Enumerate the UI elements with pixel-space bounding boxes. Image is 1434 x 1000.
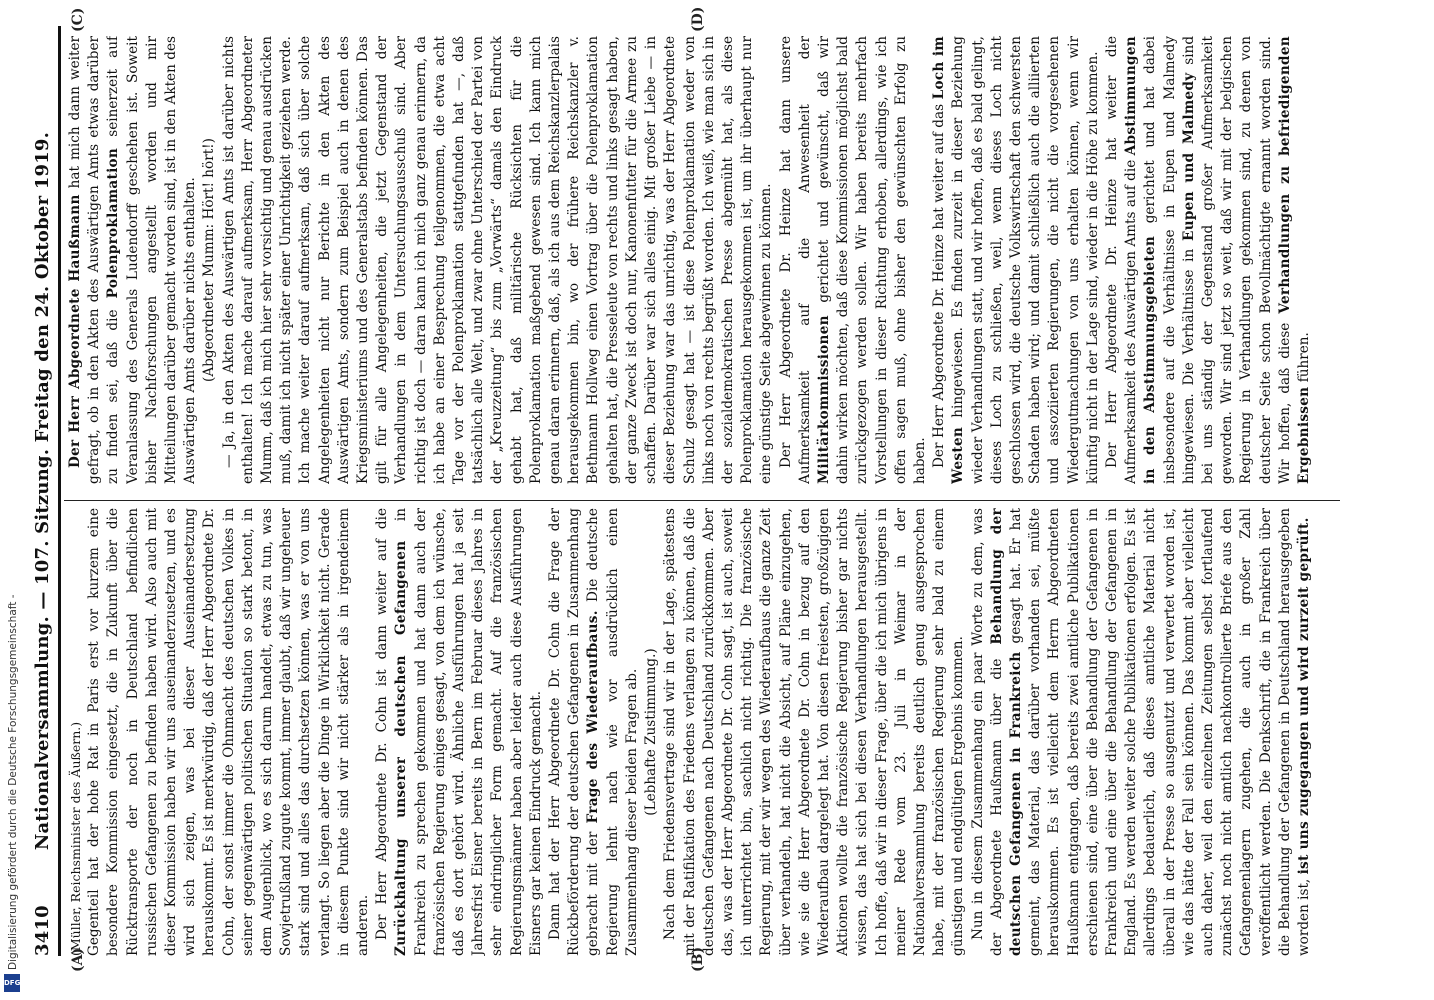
interjection-note: (Abgeordneter Mumm: Hört! hört!) xyxy=(201,138,218,382)
text-run: hingewiesen. Es finden zurzeit in dieser Beziehung wieder Verhandlungen statt, und wir hoffen, daß es bald gelingt, dieses Loch zu schließen, weil, wenn dieses Loch nicht geschlossen wird, die deutsche Volkswirtschaft den schwersten Schaden haben wird; und damit schließlich auch die alliierten und assoziierten Regierungen, die nicht die vorgesehenen Wiedergutmachungen von uns erhalten können, wenn wir künftig nicht in der Lage sind, wieder in die Höhe zu kommen. xyxy=(950,36,1101,484)
text-run: Der Herr Abgeordnete Dr. Heinze hat dann unsere Aufmerksamkeit auf die Anwesenheit der xyxy=(777,36,813,484)
margin-marker-d: (D) xyxy=(690,6,706,32)
paragraph: Nach dem Friedensvertrage sind wir in der Lage, spätestens mit der Ratifikation des Friedens verlangen zu können, daß die deutschen Gefangenen nach Deutschland zurückkommen. Aber das, was der Herr Abgeordnete Dr. Cohn sagt, ist auch, soweit ich unterrichtet bin, sachlich nicht richtig. Die französische Regierung, mit der wir wegen des Wiederaufbaus die ganze Zeit über verhandeln, hat nicht die Absicht, auf Pläne einzugehen, wie sie die Herr Abgeordnete Dr. Cohn in bezug auf den Wiederaufbau dargelegt hat. Von diesen freiesten, großzügigen Aktionen wollte die französische Regierung bisher gar nichts wissen, das hat sich bei diesen Verhandlungen herausgestellt. Ich hoffe, daß wir in dieser Frage, über die ich mich übrigens in meiner Rede vom 23. Juli in Weimar in der Nationalversammlung bereits deutlich genug ausgesprochen habe, mit der französischen Regierung sehr bald zu einem günstigen und endgültigen Ergebnis kommen. xyxy=(662,508,967,956)
text-run: Der Herr Abgeordnete Dr. Cohn ist dann weiter auf die xyxy=(374,508,391,940)
page-number: 3410 xyxy=(32,905,53,956)
bold-term: Behandlung der deutschen Gefangenen in Frankreich xyxy=(988,508,1024,956)
paragraph xyxy=(777,36,931,484)
paragraph: Gegenteil hat der hohe Rat in Paris erst vor kurzem eine besondere Kommission eingesetzt, die in Zukunft über die Rücktransporte der noch in Deutschland befindlichen russischen Gefangenen zu befinden haben wird. Also auch mit dieser Kommission haben wir uns auseinanderzusetzen, und es wird sich zeigen, was bei dieser Auseinandersetzung herauskommt. Es ist merkwürdig, daß der Herr Abgeordnete Dr. Cohn, der sonst immer die Ohnmacht des deutschen Volkes in seiner gegenwärtigen politischen Situation so stark betont, in dem Augenblick, wo es sich darum handelt, etwas zu tun, was Sowjetrußland zugute kommt, immer glaubt, daß wir ungeheuer stark sind und alles das durchsetzen können, was er von uns verlangt. So liegen aber die Dinge in Wirklichkeit nicht. Gerade in diesem Punkte sind wir nicht stärker als in irgendeinem anderen. xyxy=(86,508,372,956)
paragraph xyxy=(969,508,1315,956)
text-run: Nun in diesem Zusammenhang ein paar Worte zu dem, was der Abgeordnete Haußmann über die xyxy=(969,508,1005,956)
paragraph: — Ja, in den Akten des Auswärtigen Amts ist darüber nichts enthalten! Ich mache darauf aufmerksam, Herr Abgeordneter Mumm, daß ich mich hier sehr vorsichtig und genau ausdrücken muß, damit ich nicht später einer Unrichtigkeit geziehen werde. Ich mache weiter darauf aufmerksam, daß sich über solche Angelegenheiten nicht nur Berichte in den Akten des Auswärtigen Amts, sondern zum Beispiel auch in denen des Kriegsministeriums und des Generalstabs befinden können. Das gilt für alle Angelegenheiten, die jetzt Gegenstand der Verhandlungen in dem Untersuchungsausschuß sind. Aber richtig ist doch — daran kann ich mich ganz genau erinnern, da ich habe an einer Besprechung teilgenommen, die etwa acht Tage vor der Polenproklamation stattgefunden hat —, daß tatsächlich alle Welt, und zwar ohne Unterschied der Partei von der „Kreuzzeitung“ bis zum „Vorwärts“ damals den Eindruck gehabt hat, daß militärische Rücksichten für die Polenproklamation maßgebend gewesen sind. Ich kann mich genau daran erinnern, daß, als ich aus dem Reichskanzlerpalais herausgekommen bin, wo der frühere Reichskanzler v. Bethmann Hollweg einen Vortrag über die Polenproklamation gehalten hat, die Presseleute von rechts und links gesagt haben, der ganze Zweck ist doch nur, Kanonenfutter für die Armee zu schaffen. Darüber war sich alles einig. Mit großer Liebe — in dieser Beziehung war das unrichtig, was der Herr Abgeordnete Schulz gesagt hat — ist diese Polenproklamation weder von links noch von rechts begrüßt worden. Ich weiß, wie man sich in der sozialdemokratischen Presse abgemüht hat, als diese Polenproklamation herausgekommen ist, um ihr überhaupt nur eine günstige Seite abgewinnen zu können. xyxy=(220,36,775,484)
margin-marker-a: (A) xyxy=(70,947,86,972)
bold-term: Verhandlungen zu befriedigenden Ergebnissen xyxy=(1276,36,1312,484)
left-column xyxy=(66,508,1340,956)
text-run: Dann hat der Herr Abgeordnete Dr. Cohn die Frage der Rückbeförderung der deutschen Gefangenen in Zusammenhang gebracht mit der xyxy=(547,508,602,956)
text-run: gerichtet und gewünscht, daß wir dahin wirken möchten, daß diese Kommissionen möglichst bald zurückgezogen werden sollen. Wir haben bereits mehrfach Vorstellungen in dieser Richtung erhoben, allerdings, wie ich offen sagen muß, ohne bisher den gewünschten Erfolg zu haben. xyxy=(815,36,928,484)
bold-term: Frage des Wiederaufbaus. xyxy=(585,610,602,824)
text-run: sind bei uns ständig der Gegenstand großer Aufmerksamkeit geworden. Wir sind jetzt so weit, daß wir mit der belgischen Regierung in Verhandlungen gekommen sind, zu denen von deutscher Seite schon Bevollmächtigte ernannt worden sind. Wir hoffen, daß diese xyxy=(1180,36,1293,484)
bold-term: Militärkommissionen xyxy=(815,315,832,484)
bold-term: Polenproklamation xyxy=(105,147,122,299)
margin-marker-c: (C) xyxy=(70,7,86,32)
funding-credit: Digitalisierung gefördert durch die Deutsche Forschungsgemeinschaft - xyxy=(7,594,19,970)
column-divider xyxy=(64,500,1340,501)
paragraph xyxy=(66,36,200,484)
bold-term: Zurückhaltung unserer deutschen Gefangenen xyxy=(393,540,410,956)
paragraph xyxy=(373,508,546,956)
text-run: gesagt hat. Er hat gemeint, das Material, das darüber vorhanden sei, müßte herauskommen. Es ist vielleicht dem Herrn Abgeordneten Haußmann entgangen, daß bereits zwei amtliche Publikationen erschienen sind, eine über die Behandlung der Gefangenen in Frankreich und eine über die Behandlung der Gefangenen in England. Es werden weiter solche Publikationen erfolgen. Es ist allerdings bedauerlich, daß dieses amtliche Material nicht überall in der Presse so ausgenutzt und verwertet worden ist, wie das hätte der Fall sein können. Das kommt aber vielleicht auch daher, weil den einzelnen Zeitungen selbst fortlaufend zunächst noch nicht amtlich nachkontrollierte Briefe aus den Gefangenenlagern zugehen, die auch in großer Zahl veröffentlicht werden. Die Denkschrift, die in Frankreich über die Behandlung der Gefangenen in Deutschland herausgegeben worden ist, xyxy=(1007,508,1312,956)
text-run: Der Herr Abgeordnete Dr. Heinze hat weiter die Aufmerksamkeit des Auswärtigen Amts auf die xyxy=(1103,36,1140,484)
text-run: Der Herr Abgeordnete Dr. Heinze hat weiter auf das xyxy=(931,103,948,468)
bold-term: Loch im Westen xyxy=(931,36,967,484)
paragraph xyxy=(930,36,1103,484)
text-run: hat mich dann weiter gefragt, ob in den Akten des Auswärtigen Amts etwas darüber zu finden sei, daß die xyxy=(67,36,122,484)
margin-marker-b: (B) xyxy=(690,946,706,972)
text-run: führen. xyxy=(1296,332,1312,383)
right-column xyxy=(66,36,1340,484)
applause-note: (Lebhafte Zustimmung.) xyxy=(643,648,660,816)
page-title: Nationalversammlung. — 107. Sitzung. Freitag den 24. Oktober 1919. xyxy=(32,131,53,851)
paragraph xyxy=(546,508,642,956)
text-run: Die deutsche Regierung lehnt nach wie vor ausdrücklich einen Zusammenhang dieser beiden Fragen ab. xyxy=(585,508,640,956)
bold-term: Abstimmungen in den Abstimmungsgebieten xyxy=(1123,36,1159,484)
text-run: gerichtet und hat dabei insbesondere auf die Verhältnisse in Eupen und Malmedy hingewiesen. Die Verhältnisse in xyxy=(1142,36,1197,484)
text-run: seinerzeit auf Veranlassung des Generals Ludendorff geschehen ist. Soweit bisher Nachforschungen angestellt worden und mir Mitteilungen darüber gemacht worden sind, ist in den Akten des Auswärtigen Amts darüber nichts enthalten. xyxy=(105,36,199,484)
text-run: in Frankreich zu sprechen gekommen und hat dann auch der französischen Regierung einiges gesagt, von dem ich wünsche, daß es dort gehört wird. Ähnliche Ausführungen hat ja seit Jahresfrist Eisner bereits in Bern im Februar dieses Jahres in sehr eindringlicher Form gemacht. Auf die französischen Regierungsmänner haben aber leider auch diese Ausführungen Eisners gar keinen Eindruck gemacht. xyxy=(393,508,544,956)
bold-term: Eupen und Malmedy xyxy=(1180,72,1197,241)
paragraph xyxy=(1103,36,1314,484)
bold-term: Der Herr Abgeordnete Haußmann xyxy=(67,194,83,468)
speaker-attribution: (Müller, Reichsminister des Äußern.) xyxy=(68,721,83,956)
bold-term: ist uns zugegangen und wird zurzeit geprüft. xyxy=(1296,517,1312,875)
page-header xyxy=(32,26,61,956)
digitization-footer xyxy=(1,594,23,994)
dfg-logo: DFG xyxy=(4,974,20,992)
